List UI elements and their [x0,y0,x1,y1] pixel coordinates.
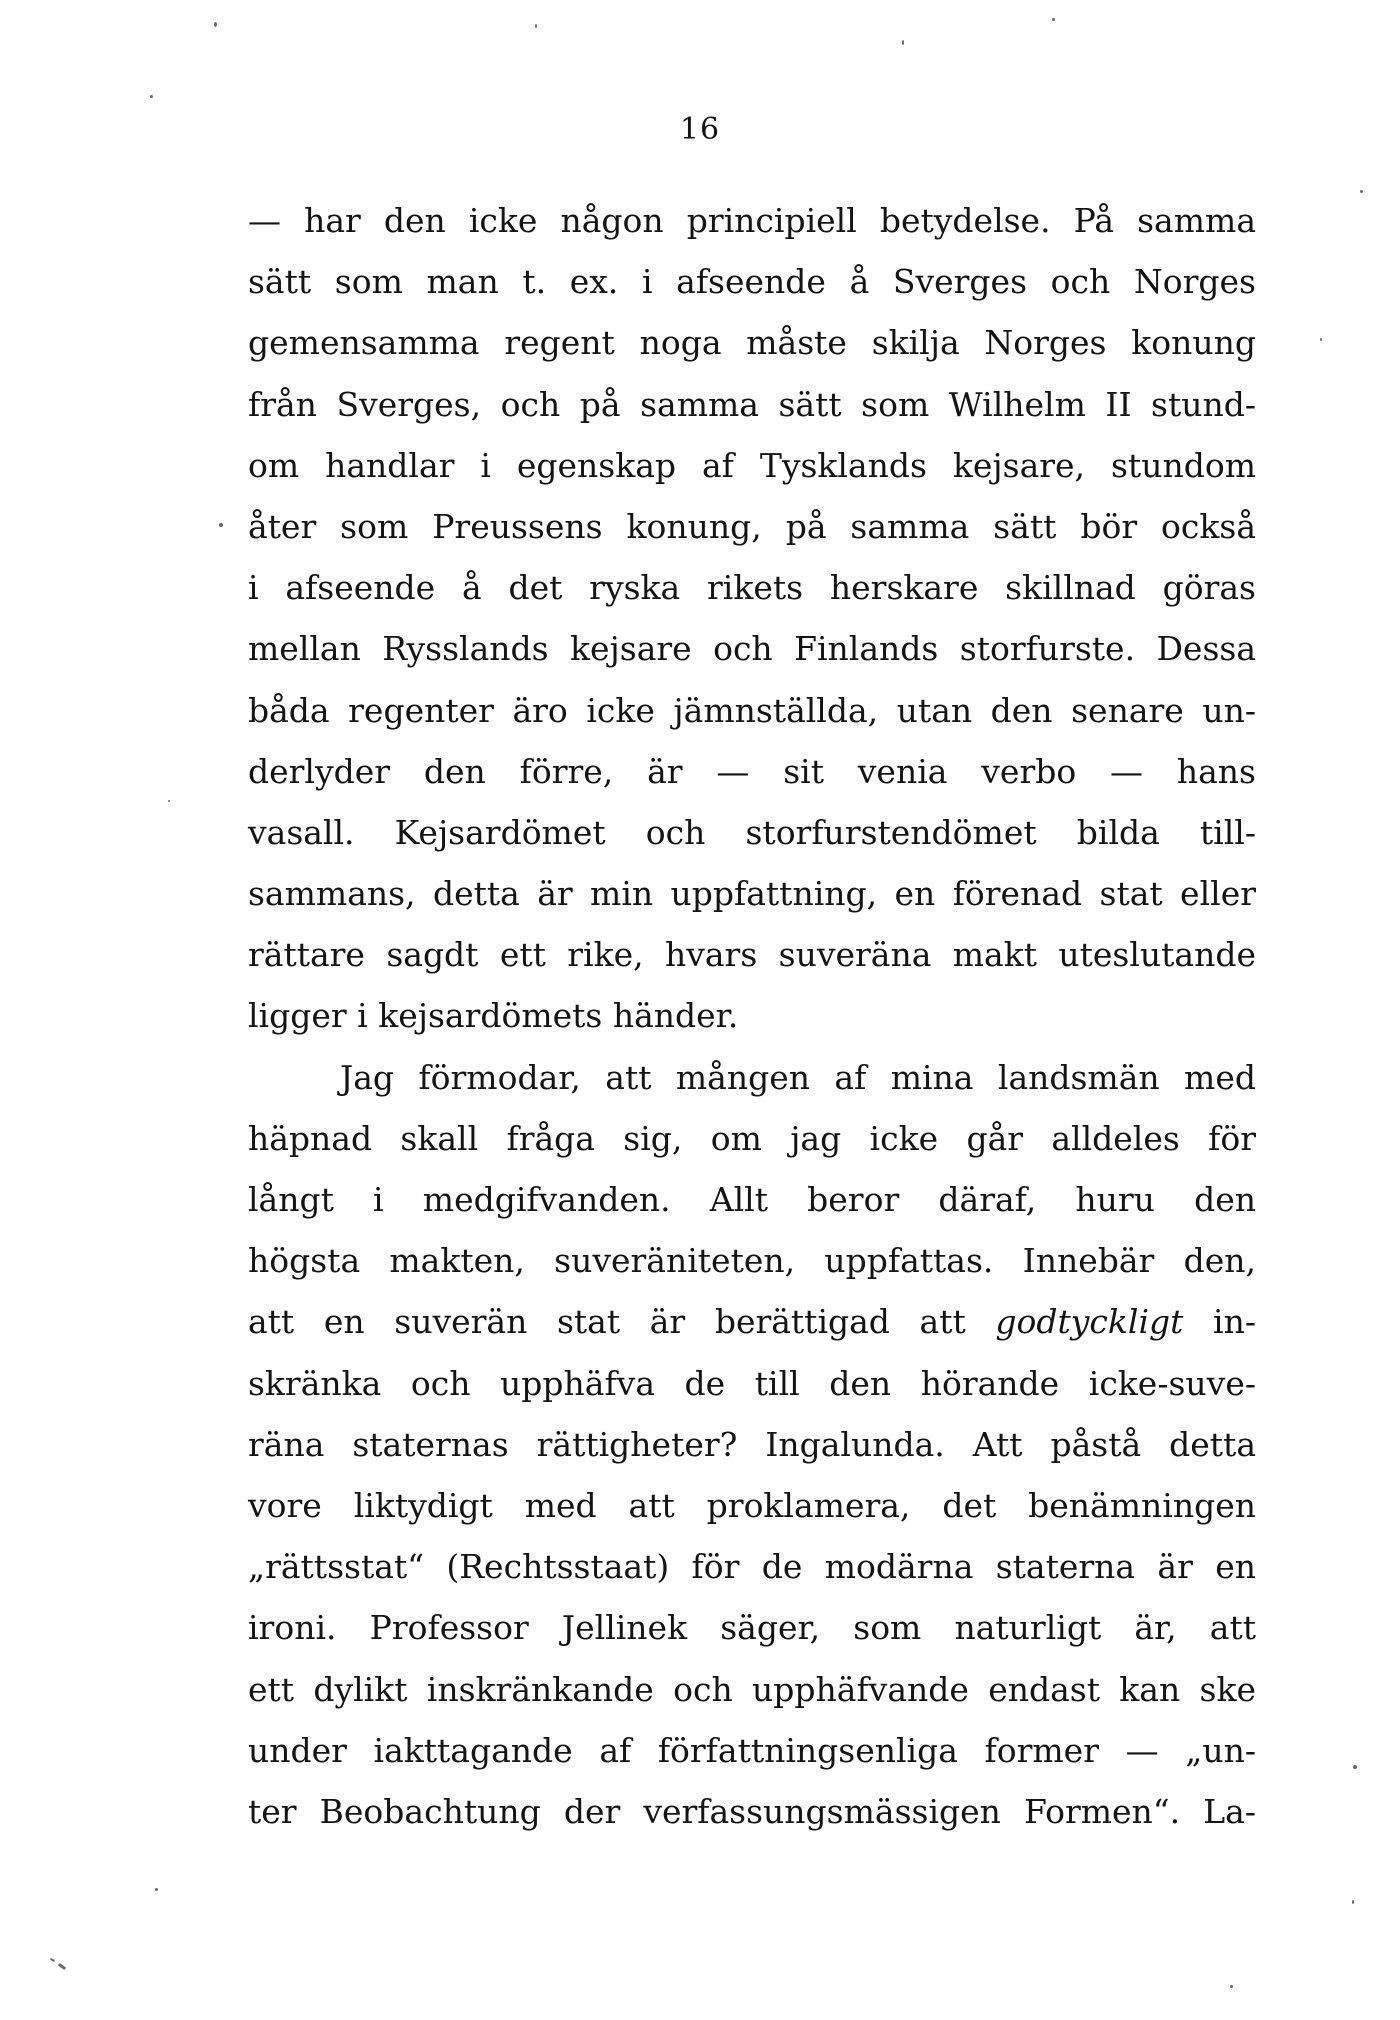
text-line: vore liktydigt med att proklamera, det benämningen [248,1485,1256,1525]
text-line: — har den icke någon principiell betydelse. På samma [248,201,1256,240]
page-number: 16 [679,112,721,147]
scan-speck [50,1958,55,1962]
scan-speck [1320,338,1322,341]
emphasized-word: godtyckligt [995,1302,1184,1342]
text-line: åter som Preussens konung, på samma sätt bör också [248,506,1256,546]
text-line: ett dylikt inskränkande och upphäfvande endast kan ske [248,1669,1256,1709]
text-line: i afseende å det ryska rikets herskare skillnad göras [248,568,1256,608]
scan-speck [219,523,223,527]
text-line: „rättsstat“ (Rechtsstaat) för de modärna staterna är en [248,1547,1256,1587]
scan-speck [214,22,217,27]
scan-speck [58,1963,66,1970]
text-line: ironi. Professor Jellinek säger, som naturligt är, att [248,1608,1256,1648]
text-line: från Sverges, och på samma sätt som Wilhelm II stund- [248,384,1256,424]
text-line: sammans, detta är min uppfattning, en förenad stat eller [248,874,1256,914]
paragraph-first-line: Jag förmodar, att mången af mina landsmän med [340,1057,1256,1097]
text-line: vasall. Kejsardömet och storfurstendömet bilda till- [248,812,1256,852]
scan-speck [1352,1900,1354,1904]
text-line: sätt som man t. ex. i afseende å Sverges och Norges [248,262,1256,302]
text-line-with-emphasis [248,1291,1256,1352]
scan-speck [902,40,904,45]
text-line: högsta makten, suveräniteten, uppfattas. Innebär den, [248,1241,1256,1281]
scan-speck [168,800,170,802]
scan-speck [1360,190,1363,193]
paragraph-last-line: ligger i kejsardömets händer. [248,996,739,1036]
scan-speck [155,1888,158,1891]
text-line: derlyder den förre, är — sit venia verbo — hans [248,751,1256,791]
text-segment: att en suverän stat är berättigad att [248,1302,996,1342]
scan-speck [1052,18,1055,21]
text-line: skränka och upphäfva de till den hörande icke-suve- [248,1363,1256,1403]
text-segment: in- [1183,1302,1257,1342]
text-line: mellan Rysslands kejsare och Finlands storfurste. Dessa [248,629,1256,669]
body-text [248,190,1256,1842]
scan-speck [1353,1765,1357,1769]
text-line: om handlar i egenskap af Tysklands kejsare, stundom [248,445,1256,485]
scan-speck [150,95,153,98]
text-line: ter Beobachtung der verfassungsmässigen Formen“. La- [248,1791,1256,1831]
scan-speck [535,24,537,28]
scan-speck [1230,1985,1233,1988]
text-line: häpnad skall fråga sig, om jag icke går alldeles för [248,1118,1256,1158]
text-line: räna staternas rättigheter? Ingalunda. Att påstå detta [248,1424,1256,1464]
text-line: rättare sagdt ett rike, hvars suveräna makt uteslutande [248,935,1256,975]
text-line: båda regenter äro icke jämnställda, utan den senare un- [248,690,1256,730]
text-line: gemensamma regent noga måste skilja Norges konung [248,323,1256,363]
text-line: under iakttagande af författningsenliga former — „un- [248,1730,1256,1770]
text-line: långt i medgifvanden. Allt beror däraf, huru den [248,1180,1256,1219]
